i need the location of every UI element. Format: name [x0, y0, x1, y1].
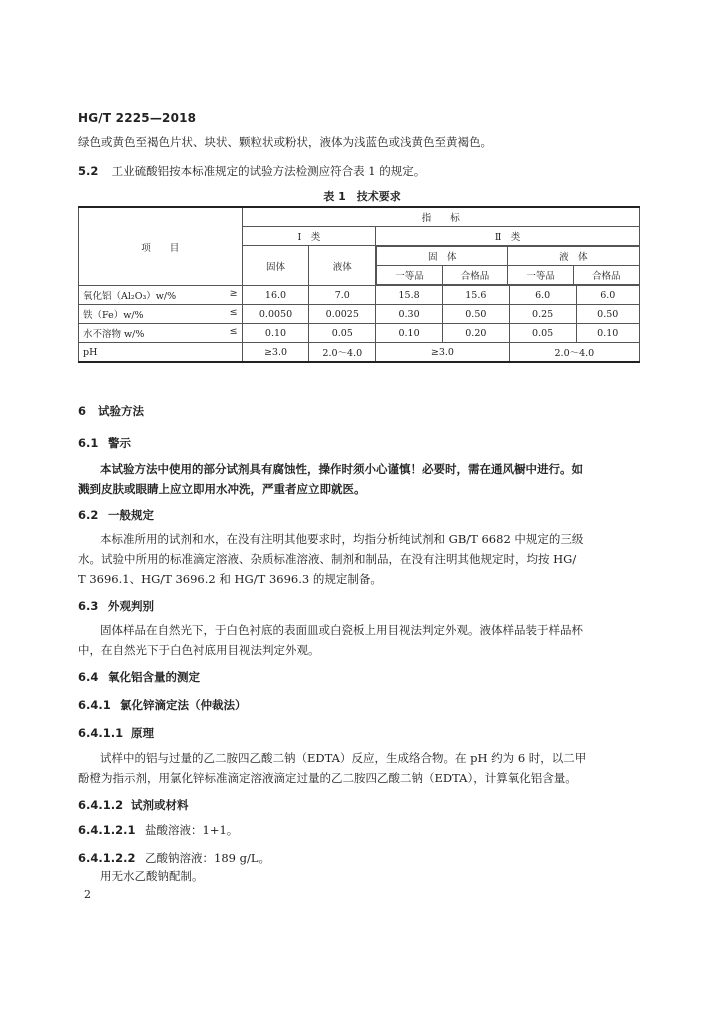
section-number: 6.4.1.1: [78, 726, 124, 740]
table-header-qualified-solid: 合格品: [442, 266, 508, 285]
clause-number: 6.4.1.2.2: [78, 851, 136, 865]
section-6-4-heading: [78, 669, 200, 685]
table-cell: 0.10: [576, 324, 639, 343]
row-name: pH: [79, 343, 243, 363]
table-cell: ≥3.0: [242, 343, 309, 363]
limit-symbol: ≤: [229, 326, 238, 337]
clause-5-2-number: 5.2: [78, 164, 99, 178]
warning-line-2: 溅到皮肤或眼睛上应立即用水冲洗，严重者应立即就医。: [78, 482, 366, 496]
paragraph-line: 酚橙为指示剂，用氯化锌标准滴定溶液滴定过量的乙二胺四乙酸二钠（EDTA），计算氧化铝含量。: [78, 771, 577, 785]
clause-note: 用无水乙酸钠配制。: [100, 869, 204, 883]
section-6-1-heading: [78, 435, 131, 451]
intro-line: 绿色或黄色至褐色片状、块状、颗粒状或粉状，液体为浅蓝色或浅黄色至黄褐色。: [78, 135, 492, 149]
table-cell: 0.50: [576, 305, 639, 324]
table-cell: 7.0: [309, 286, 376, 305]
table-header-liquid1: 液体: [309, 246, 376, 286]
section-number: 6.1: [78, 436, 99, 450]
section-title: 外观判别: [108, 599, 154, 613]
section-6-2-heading: [78, 507, 154, 523]
clause-5-2-text: 工业硫酸铝按本标准规定的试验方法检测应符合表 1 的规定。: [111, 164, 426, 178]
limit-symbol: ≥: [229, 288, 238, 299]
table-cell: 0.05: [509, 324, 576, 343]
table-caption: 表 1 技术要求: [323, 190, 401, 203]
section-6-3-heading: [78, 598, 154, 614]
table-cell: 16.0: [242, 286, 309, 305]
row-name: 铁（Fe）w/%: [83, 310, 144, 321]
table-cell: 15.6: [442, 286, 509, 305]
table-cell: 2.0～4.0: [309, 343, 376, 363]
table-cell: 2.0～4.0: [509, 343, 639, 363]
section-number: 6.4.1: [78, 698, 111, 712]
table-cell: 0.10: [376, 324, 443, 343]
section-title: 一般规定: [108, 508, 154, 522]
section-title: 警示: [108, 436, 131, 450]
table-row: [79, 324, 640, 343]
section-6-4-1-heading: [78, 697, 247, 713]
table-header-index: 指 标: [242, 207, 639, 227]
section-number: 6.4.1.2: [78, 798, 124, 812]
class2-subheader: [376, 246, 640, 286]
table-header-liquid2: 液 体: [508, 247, 639, 266]
table-header-solid2: 固 体: [377, 247, 508, 266]
section-6-4-1-1-heading: [78, 725, 154, 741]
clause-text: 乙酸钠溶液：189 g/L。: [145, 851, 270, 865]
section-title: 氧化铝含量的测定: [108, 670, 200, 684]
table-header-first-grade-liquid: 一等品: [508, 266, 574, 285]
page-number: 2: [84, 888, 91, 901]
table-cell: 6.0: [576, 286, 639, 305]
table-header-class2: Ⅱ 类: [376, 227, 640, 246]
table-cell: 0.25: [509, 305, 576, 324]
section-title: 试剂或材料: [131, 798, 189, 812]
row-name-cell: [79, 324, 243, 343]
table-header-qualified-liquid: 合格品: [573, 266, 639, 285]
clause-6-4-1-2-2: [78, 850, 270, 866]
table-header-item: 项 目: [79, 207, 243, 286]
section-title: 原理: [131, 726, 154, 740]
row-name-cell: [79, 305, 243, 324]
section-number: 6.4: [78, 670, 99, 684]
table-cell: 0.20: [442, 324, 509, 343]
table-header-class1: Ⅰ 类: [242, 227, 376, 246]
section-title: 氯化锌滴定法（仲裁法）: [120, 698, 247, 712]
paragraph-line: 试样中的铝与过量的乙二胺四乙酸二钠（EDTA）反应，生成络合物。在 pH 约为 6 时，以二甲: [100, 751, 587, 765]
row-name-cell: [79, 286, 243, 305]
table-header-first-grade-solid: 一等品: [377, 266, 443, 285]
table-header-solid1: 固体: [242, 246, 309, 286]
table-cell: 0.0025: [309, 305, 376, 324]
clause-text: 盐酸溶液：1+1。: [145, 823, 239, 837]
table-cell: 0.50: [442, 305, 509, 324]
section-number: 6: [78, 404, 87, 418]
clause-number: 6.4.1.2.1: [78, 823, 136, 837]
limit-symbol: ≤: [229, 307, 238, 318]
technical-requirements-table: [78, 206, 640, 363]
row-name: 氧化铝（Al₂O₃）w/%: [83, 291, 177, 302]
table-row-ph: [79, 343, 640, 363]
section-6-heading: [78, 403, 144, 419]
paragraph-line: T 3696.1、HG/T 3696.2 和 HG/T 3696.3 的规定制备。: [78, 572, 382, 586]
table-row: [79, 305, 640, 324]
clause-6-4-1-2-1: [78, 822, 238, 838]
table-cell: 0.10: [242, 324, 309, 343]
table-cell: 0.05: [309, 324, 376, 343]
clause-5-2: [78, 163, 425, 179]
table-cell: 6.0: [509, 286, 576, 305]
table-row: [79, 286, 640, 305]
section-number: 6.2: [78, 508, 99, 522]
table-cell: 15.8: [376, 286, 443, 305]
section-title: 试验方法: [98, 404, 144, 418]
paragraph-line: 固体样品在自然光下，于白色衬底的表面皿或白瓷板上用目视法判定外观。液体样品装于样品杯: [100, 623, 583, 637]
section-number: 6.3: [78, 599, 99, 613]
paragraph-line: 中，在自然光下于白色衬底用目视法判定外观。: [78, 643, 320, 657]
table-cell: 0.30: [376, 305, 443, 324]
paragraph-line: 水。试验中所用的标准滴定溶液、杂质标准溶液、制剂和制品，在没有注明其他规定时，均按 HG/: [78, 552, 577, 566]
warning-line-1: 本试验方法中使用的部分试剂具有腐蚀性，操作时须小心谨慎！必要时，需在通风橱中进行。如: [100, 462, 583, 476]
row-name: 水不溶物 w/%: [83, 329, 145, 340]
table-cell: ≥3.0: [376, 343, 510, 363]
section-6-4-1-2-heading: [78, 797, 189, 813]
table-cell: 0.0050: [242, 305, 309, 324]
standard-code-header: HG/T 2225—2018: [78, 111, 197, 125]
paragraph-line: 本标准所用的试剂和水，在没有注明其他要求时，均指分析纯试剂和 GB/T 6682 中规定的三级: [100, 532, 584, 546]
